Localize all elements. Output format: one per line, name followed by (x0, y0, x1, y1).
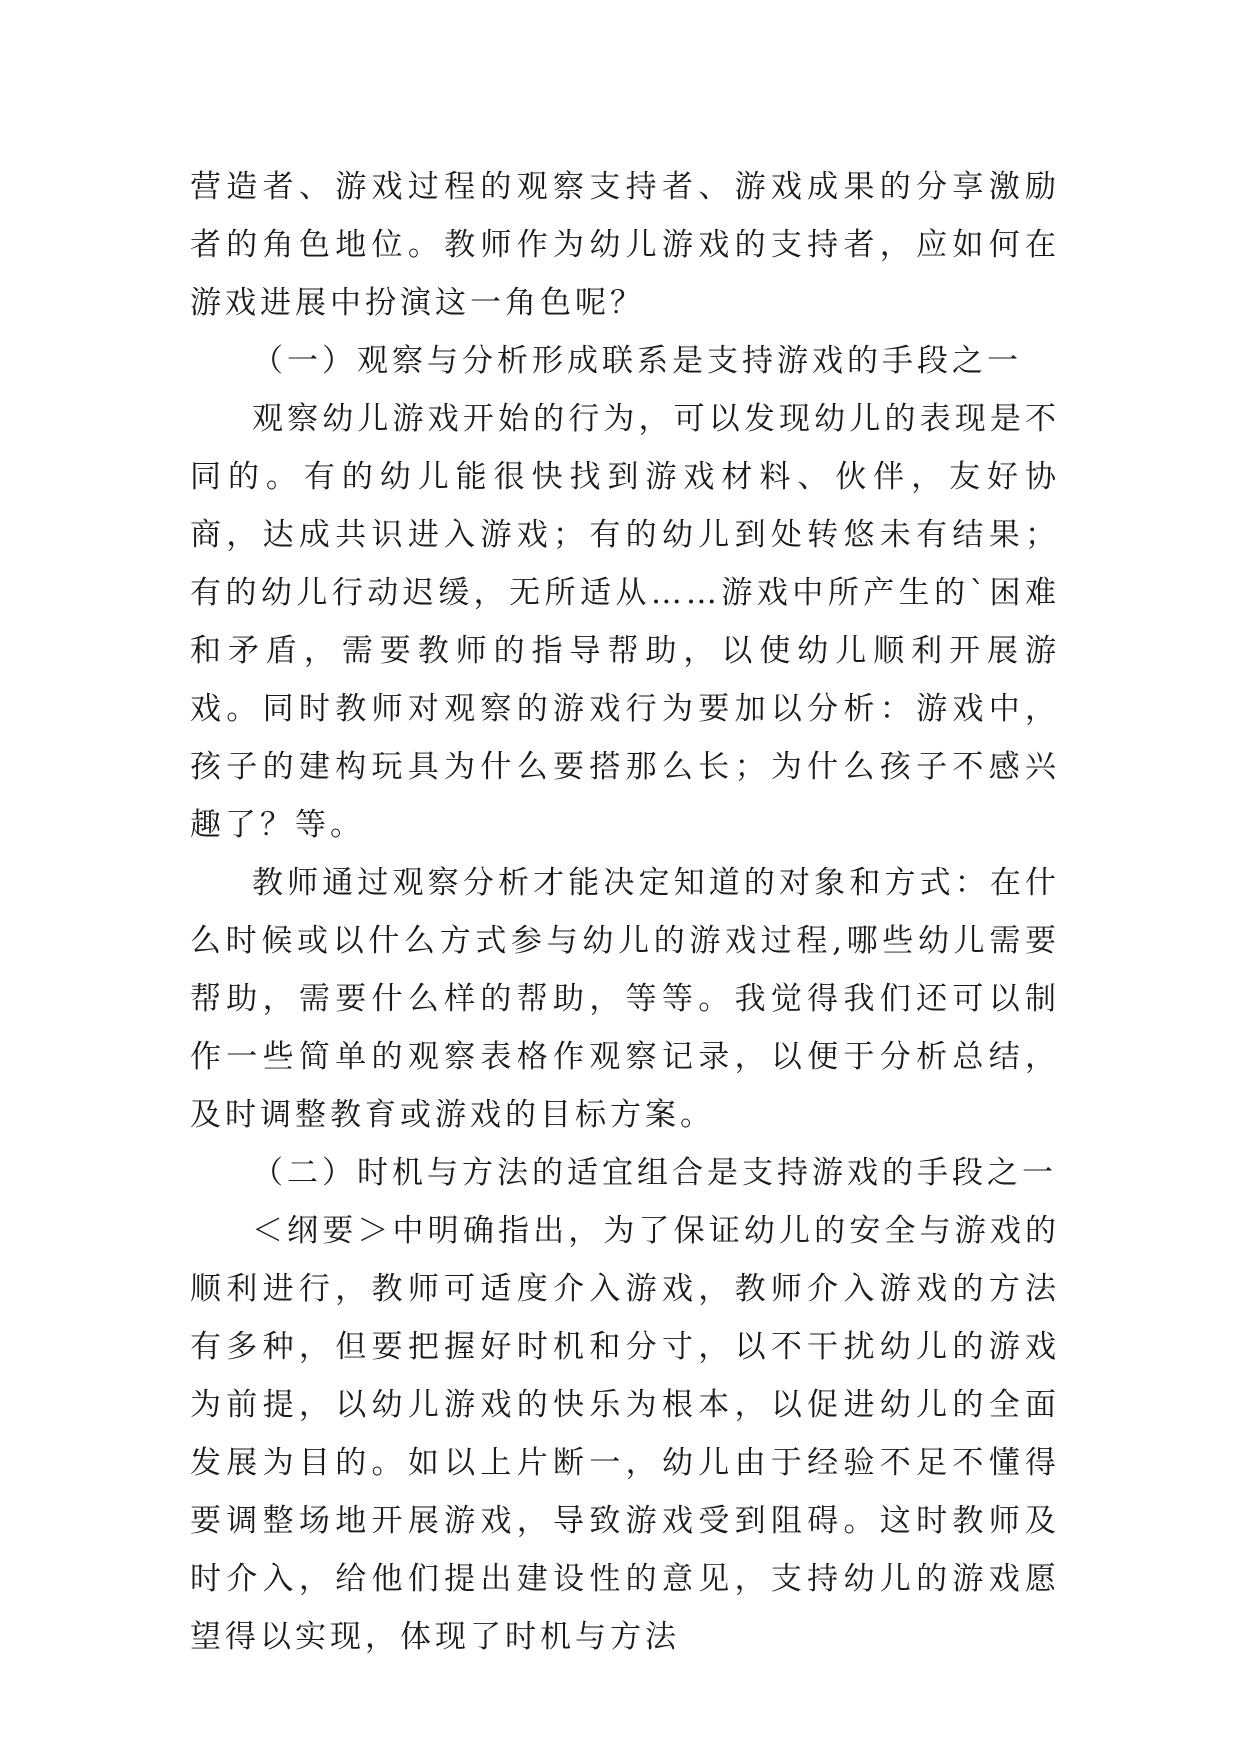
document-body (190, 158, 1060, 1666)
paragraph-continuation: 营造者、游戏过程的观察支持者、游戏成果的分享激励者的角色地位。教师作为幼儿游戏的支持者，应如何在游戏进展中扮演这一角色呢？ (190, 169, 1060, 321)
paragraph-timing-method: ＜纲要＞中明确指出，为了保证幼儿的安全与游戏的顺利进行，教师可适度介入游戏，教师介入游戏的方法有多种，但要把握好时机和分寸，以不干扰幼儿的游戏为前提，以幼儿游戏的快乐为根本，以促进幼儿的全面发展为目的。如以上片断一，幼儿由于经验不足不懂得要调整场地开展游戏，导致游戏受到阻碍。这时教师及时介入，给他们提出建设性的意见，支持幼儿的游戏愿望得以实现，体现了时机与方法 (190, 1213, 1060, 1655)
section-heading-1: （一）观察与分析形成联系是支持游戏的手段之一 (252, 343, 1022, 379)
section-heading-2: （二）时机与方法的适宜组合是支持游戏的手段之一 (252, 1155, 1057, 1191)
paragraph-analysis: 教师通过观察分析才能决定知道的对象和方式：在什么时候或以什么方式参与幼儿的游戏过程,哪些幼儿需要帮助，需要什么样的帮助，等等。我觉得我们还可以制作一些简单的观察表格作观察记录，以便于分析总结，及时调整教育或游戏的目标方案。 (190, 865, 1060, 1133)
paragraph-observation: 观察幼儿游戏开始的行为，可以发现幼儿的表现是不同的。有的幼儿能很快找到游戏材料、伙伴，友好协商，达成共识进入游戏；有的幼儿到处转悠未有结果；有的幼儿行动迟缓，无所适从……游戏中所产生的`困难和矛盾，需要教师的指导帮助，以使幼儿顺利开展游戏。同时教师对观察的游戏行为要加以分析：游戏中，孩子的建构玩具为什么要搭那么长；为什么孩子不感兴趣了？等。 (190, 401, 1060, 843)
